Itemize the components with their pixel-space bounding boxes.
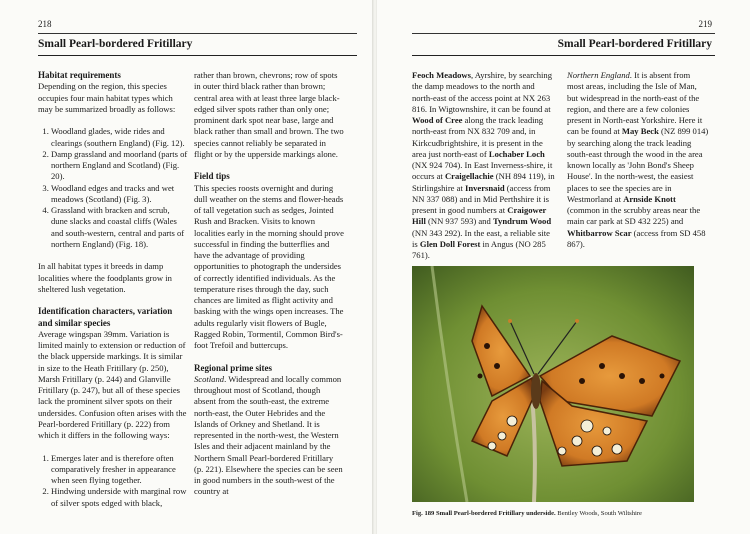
paragraph-text: (NN 937 593) and	[425, 216, 493, 227]
left-column-1	[38, 70, 188, 509]
left-column-2	[194, 70, 344, 498]
title-rule	[412, 55, 715, 56]
site-name: Whitbarrow Scar	[567, 227, 632, 238]
butterfly-photo	[412, 266, 694, 502]
site-name: Craigower Hill	[412, 205, 547, 227]
header-rule	[38, 33, 357, 34]
paragraph-text: (access from SD 458 867).	[567, 227, 706, 249]
list-item: 1. Emerges later and is therefore often comparatively fresher in appearance when seen flying together.	[51, 453, 188, 487]
section-heading: Field tips	[194, 171, 230, 182]
paragraph-text: . It is absent from most areas, including the Isle of Man, but widespread in the north-east of the region, and there are a few colonies present in North-east Yorkshire. Here it can be found at	[567, 70, 703, 137]
paragraph-text: (NN 343 292). In the east, a reliable site is	[412, 227, 550, 249]
paragraph-text: . Widespread and locally common throughout most of Scotland, though absent from the south-east, the extreme north-east, the Outer Hebrides and the Islands of Orkney and Shetland. It is represented in the north-west, the Western Isles and their adjacent mainland by the Northern Small Pearl-bordered Fritillary (p. 221). Elsewhere the species can be seen in good numbers in the south-west of the country at	[194, 373, 343, 497]
paragraph: rather than brown, chevrons; row of spots in outer third black rather than brown; central area with at least three large black-edged silver spots rather than only one; prominent dark spot near base, large and black rather than small and brown. The two species cannot reliably be separated in flight or by the upperside markings alone.	[194, 70, 344, 159]
paragraph: In all habitat types it breeds in damp localities where the foodplants grow in sheltered lush vegetation.	[38, 261, 172, 294]
paragraph-text: (access from NN 337 088) and in Mid Perthshire it is present in good numbers at	[412, 182, 551, 215]
site-name: May Beck	[621, 126, 659, 137]
numbered-list	[38, 453, 188, 509]
region-lead: Scotland	[194, 373, 225, 384]
paragraph: Average wingspan 39mm. Variation is limited mainly to extension or reduction of the black upperside markings. It is similar in size to the Heath Fritillary (p. 250), Marsh Fritillary (p. 244) and Glanville Fritillary (p. 247), but all of these species lack the prominent silver spots on their undersides. Confusion often arises with the Pearl-bordered Fritillary (p. 222) from which it differs in the following ways:	[38, 328, 187, 440]
paragraph-text: (NZ 899 014) by searching along the track leading south-east through the wood in the area known locally as 'John Bond's Sheep House'. In the north-west, the easiest places to see the species are in Westmorland at	[567, 126, 709, 204]
caption-label: Fig. 189 Small Pearl-bordered Fritillary underside.	[412, 510, 556, 517]
paragraph-gap	[38, 250, 188, 261]
region-lead: Northern England	[567, 70, 630, 80]
left-page	[0, 0, 373, 534]
page-number: 218	[38, 19, 52, 29]
numbered-list	[38, 126, 188, 250]
page-number: 219	[698, 19, 712, 29]
paragraph	[194, 374, 344, 498]
paragraph	[412, 70, 557, 261]
paragraph-text: in Angus (NO 285 761).	[412, 238, 546, 260]
paragraph-text: along the track leading north-east from NX 832 709 and, in Kirkcudbrightshire, it is present in the area just north-east of	[412, 115, 544, 159]
site-name: Inversnaid	[465, 182, 505, 193]
running-title: Small Pearl-bordered Fritillary	[557, 38, 712, 50]
caption-text: Bentley Woods, South Wiltshire	[555, 510, 642, 517]
right-column-2	[567, 70, 709, 250]
list-item: 3. Woodland edges and tracks and wet meadows (Scotland) (Fig. 3).	[51, 183, 188, 206]
paragraph-gap	[38, 295, 188, 306]
site-name: Wood of Cree	[412, 115, 463, 125]
site-name: Tyndrum Wood	[492, 216, 552, 227]
figure-caption	[412, 509, 702, 518]
paragraph-text: (NH 894 119), in Stirlingshire at	[412, 171, 555, 193]
paragraph-text: (NX 924 704). In East Inverness-shire, it occurs at	[412, 160, 553, 182]
section-heading: Regional prime sites	[194, 362, 272, 373]
paragraph-gap	[194, 351, 344, 362]
paragraph-gap	[38, 441, 188, 452]
section-heading: Habitat requirements	[38, 70, 121, 80]
site-name: Arnside Knott	[623, 193, 676, 204]
paragraph-text: , Ayrshire, by searching the damp meadows to the north and north-east of the access point at NX 263 816. In Wigtownshire, it can be found at	[412, 70, 553, 114]
list-item: 1. Woodland glades, wide rides and clearings (southern England) (Fig. 12).	[51, 126, 188, 149]
paragraph: This species roosts overnight and during dull weather on the stems and flower-heads of tall vegetation such as sedges, Jointed Rush and Bracken. Visits to known localities early in the morning should prove successful in finding the butterflies and have the advantage of providing opportunities to photograph the undersides of correctly identified individuals. As the temperature rises through the day, such chances are limited as flight activity and basking with the wings open increases. The adults regularly visit flowers of Bugle, Ragged Robin, Tormentil, Common Bird's-foot Trefoil and buttercups.	[194, 182, 344, 350]
paragraph-text: (common in the scrubby areas near the main car park at SD 432 225) and	[567, 205, 701, 227]
paragraph-gap	[194, 160, 344, 171]
paragraph	[567, 70, 709, 250]
header-rule	[412, 33, 715, 34]
paragraph-gap	[38, 115, 188, 126]
list-item: 2. Hindwing underside with marginal row of silver spots edged with black,	[51, 486, 188, 509]
site-name: Feoch Meadows	[412, 70, 471, 80]
section-heading: Identification characters, variation and similar species	[38, 306, 173, 328]
paragraph: Depending on the region, this species occupies four main habitat types which may be summarized broadly as follows:	[38, 81, 176, 114]
running-title: Small Pearl-bordered Fritillary	[38, 38, 193, 50]
site-name: Craigellachie	[444, 171, 494, 182]
butterfly-illustration	[412, 266, 694, 502]
right-column-1	[412, 70, 557, 261]
site-name: Lochaber Loch	[488, 148, 545, 159]
site-name: Glen Doll Forest	[419, 238, 481, 249]
list-item: 2. Damp grassland and moorland (parts of northern England and Scotland) (Fig. 20).	[51, 149, 188, 183]
list-item: 4. Grassland with bracken and scrub, dune slacks and coastal cliffs (Wales and south-western, central and parts of northern England) (Fig. 18).	[51, 205, 188, 250]
title-rule	[38, 55, 357, 56]
